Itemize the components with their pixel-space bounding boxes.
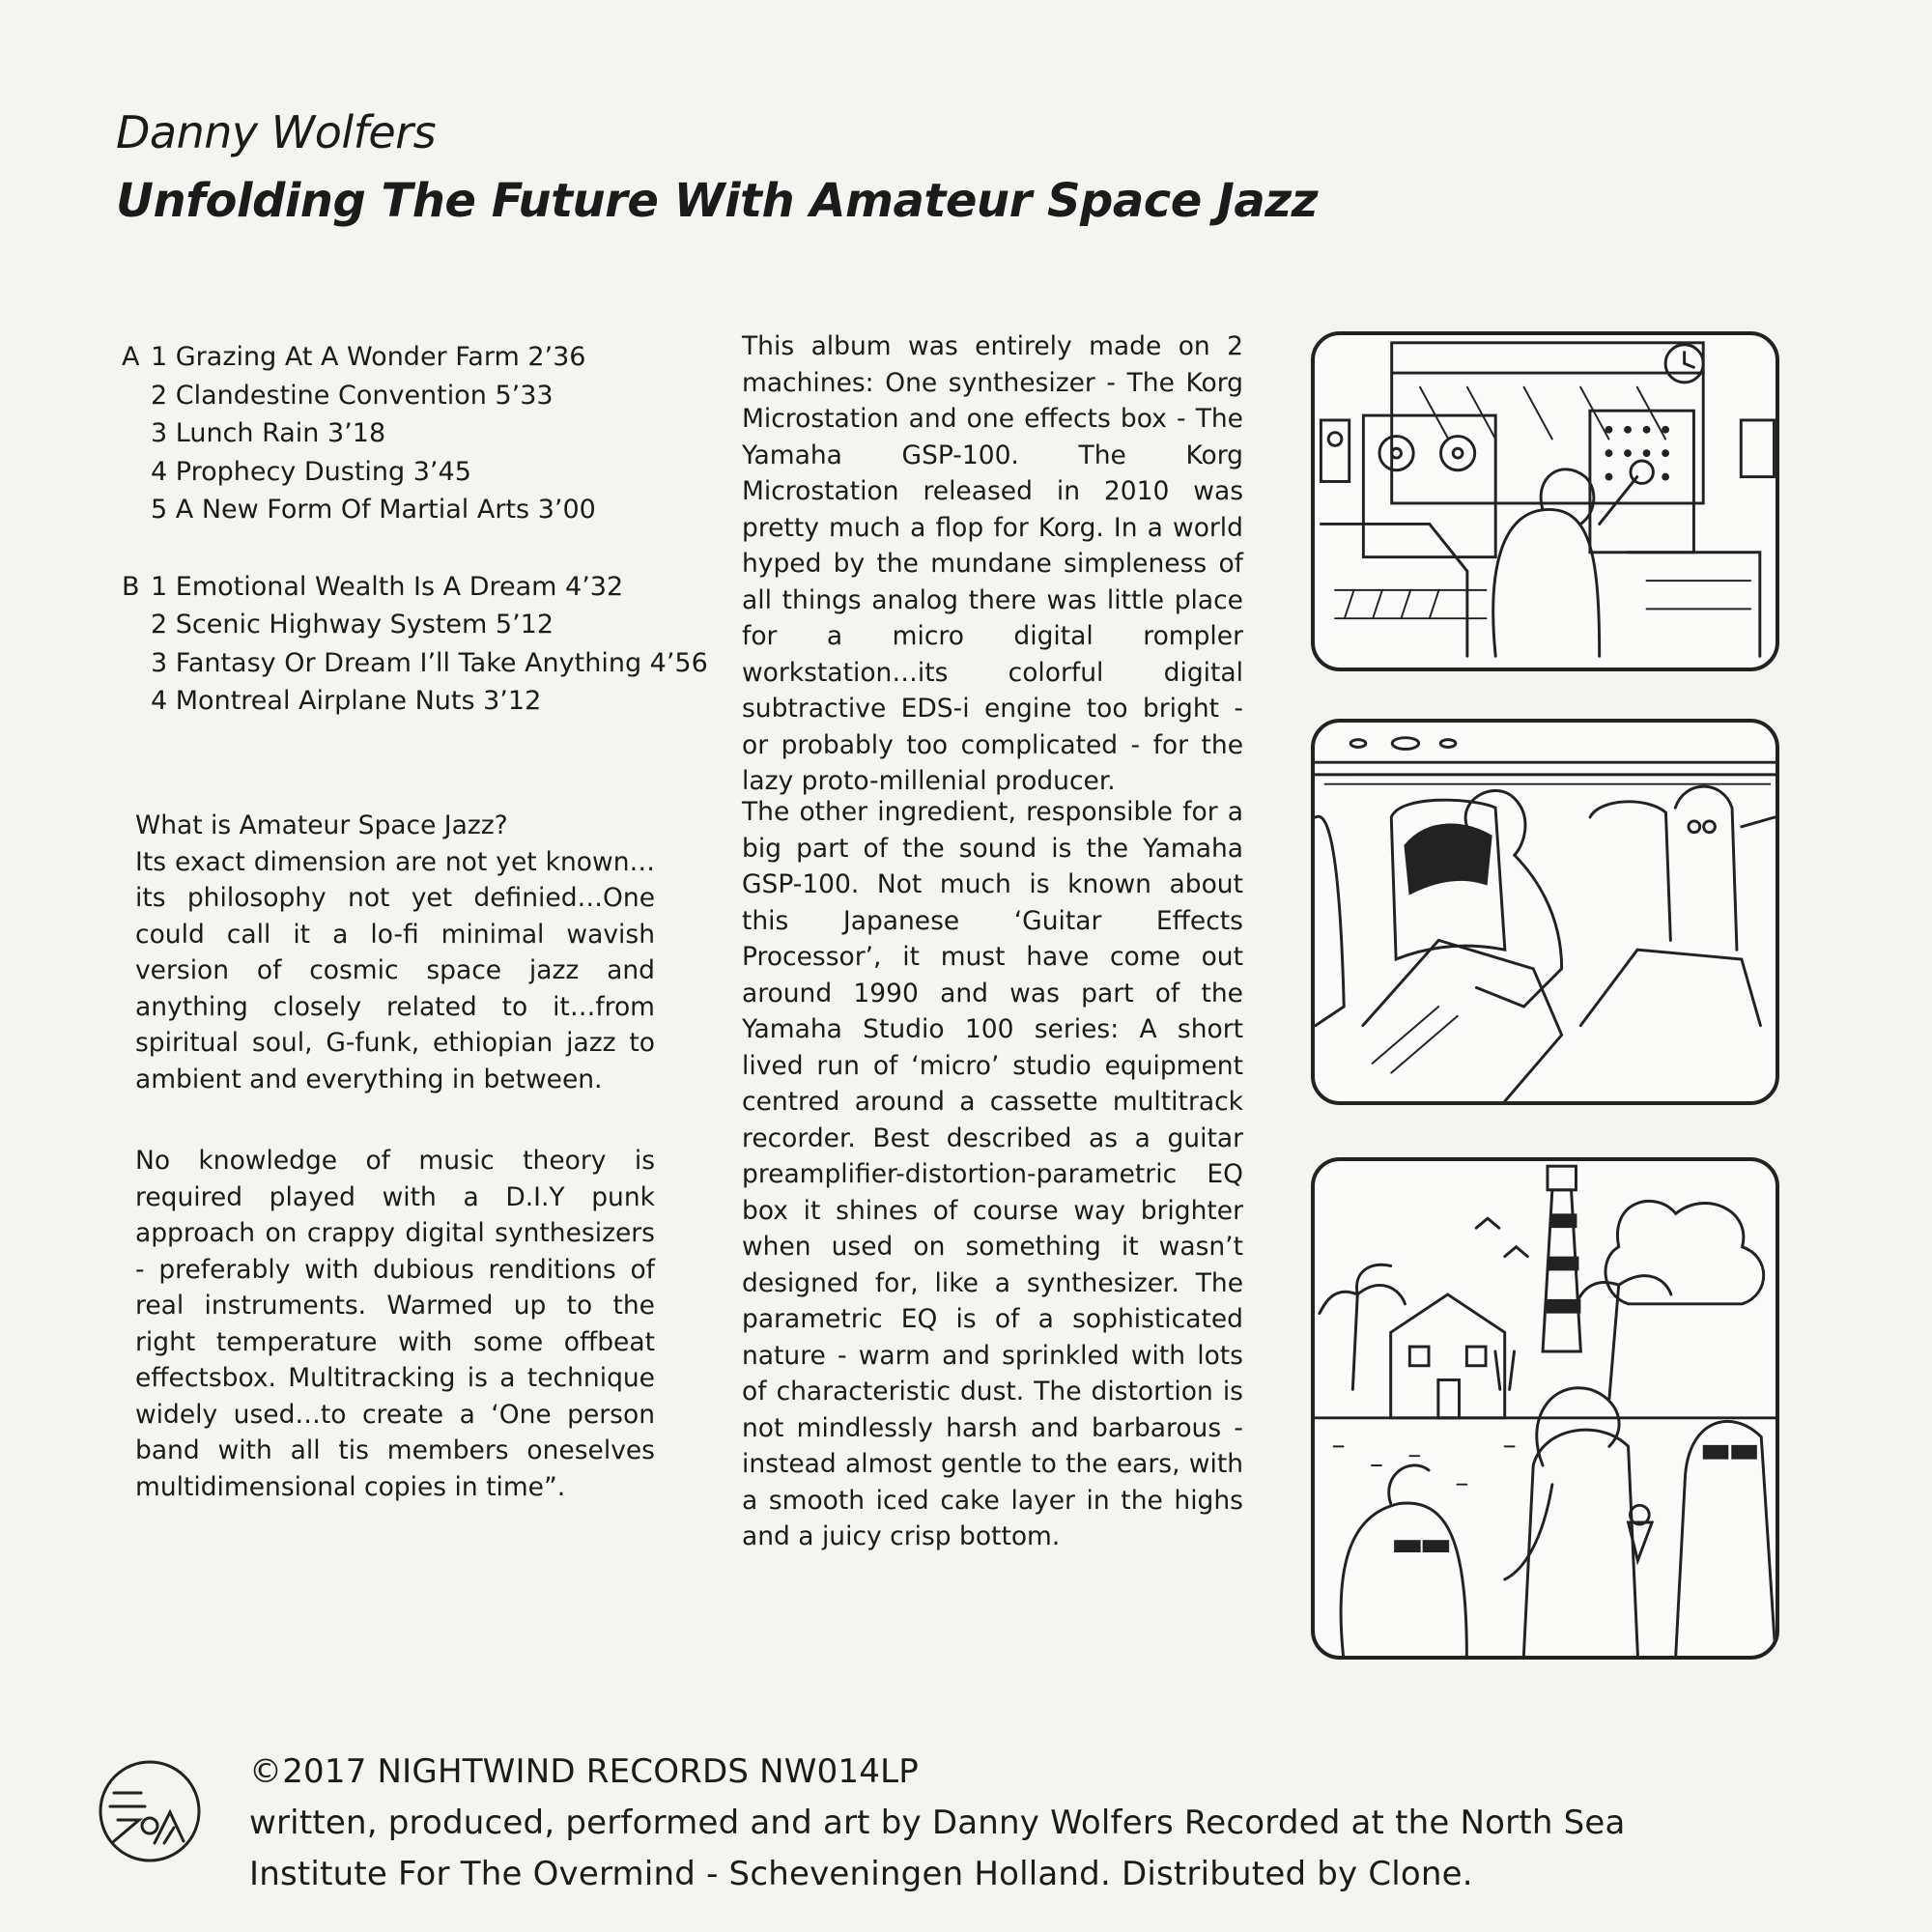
side-letter: B <box>122 571 140 602</box>
track-b1: B 1 Emotional Wealth Is A Dream 4’32 <box>122 568 708 607</box>
artist-name: Danny Wolfers <box>116 106 437 158</box>
track-a5: 5 A New Form Of Martial Arts 3’00 <box>151 495 596 525</box>
about-paragraph-1: What is Amateur Space Jazz? Its exact dimension are not yet known…its philosophy not yet definied…One could call it a lo-fi minimal wavish version of cosmic space jazz and anything closely related to it…from spiritual soul, G-funk, ethiopian jazz to ambient and everything in between. <box>135 808 655 1097</box>
side-b <box>122 568 708 721</box>
illustration-beach <box>1311 1157 1779 1660</box>
illustration-studio <box>1311 331 1779 671</box>
track-a4: 4 Prophecy Dusting 3’45 <box>151 456 471 487</box>
track-a3: 3 Lunch Rain 3’18 <box>151 418 386 448</box>
about-paragraph-2: No knowledge of music theory is required played with a D.I.Y punk approach on crappy digital synthesizers - preferably with dubious renditions of real instruments. Warmed up to the right temperature with some offbeat effectsbox. Multitracking is a technique widely used…to create a ‘One person band with all tis members oneselves multidimensional copies in time”. <box>135 1146 655 1502</box>
track-b3: 3 Fantasy Or Dream I’ll Take Anything 4’56 <box>151 647 708 678</box>
notes-paragraph-1: This album was entirely made on 2 machines: One synthesizer - The Korg Microstation and one effects box - The Yamaha GSP-100. The Korg Microstation released in 2010 was pretty much a flop for Korg. In a world hyped by the mundane simpleness of all things analog there was little place for a micro digital rompler workstation…its colorful digital subtractive EDS-i engine too bright - or probably too complicated - for the lazy proto-millenial producer. <box>742 331 1243 796</box>
illustration-airplane <box>1311 719 1779 1105</box>
copyright-line: ©2017 NIGHTWIND RECORDS NW014LP <box>249 1752 919 1791</box>
track-b2: 2 Scenic Highway System 5’12 <box>151 610 554 639</box>
nightwind-records-logo <box>97 1758 203 1864</box>
track-a1: A 1 Grazing At A Wonder Farm 2’36 <box>122 338 708 377</box>
credits-line-1: written, produced, performed and art by Danny Wolfers Recorded at the North Sea <box>249 1804 1626 1842</box>
credits-line-2: Institute For The Overmind - Scheveningen Holland. Distributed by Clone. <box>249 1855 1473 1893</box>
notes-paragraph-2: The other ingredient, responsible for a big part of the sound is the Yamaha GSP-100. Not much is known about this Japanese ‘Guitar Effects Processor’, it must have come out around 1990 and was part of the Yamaha Studio 100 series: A short lived run of ‘micro’ studio equipment centred around a cassette multitrack recorder. Best described as a guitar preamplifier-distortion-parametric EQ box it shines of course way brighter when used on something it wasn’t designed for, like a synthesizer. The parametric EQ is of a sophisticated nature - warm and sprinkled with lots of characteristic dust. The distortion is not mindlessly harsh and barbarous - instead almost gentle to the ears, with a smooth iced cake layer in the highs and a juicy crisp bottom. <box>742 797 1243 1551</box>
side-a <box>122 338 708 529</box>
album-title: Unfolding The Future With Amateur Space Jazz <box>116 174 1319 228</box>
tracklist <box>122 338 708 759</box>
track-b4: 4 Montreal Airplane Nuts 3’12 <box>151 686 542 716</box>
credits <box>249 1747 1626 1900</box>
side-letter: A <box>122 342 140 372</box>
about-question: What is Amateur Space Jazz? <box>135 810 508 840</box>
track-a2: 2 Clandestine Convention 5’33 <box>151 380 554 411</box>
